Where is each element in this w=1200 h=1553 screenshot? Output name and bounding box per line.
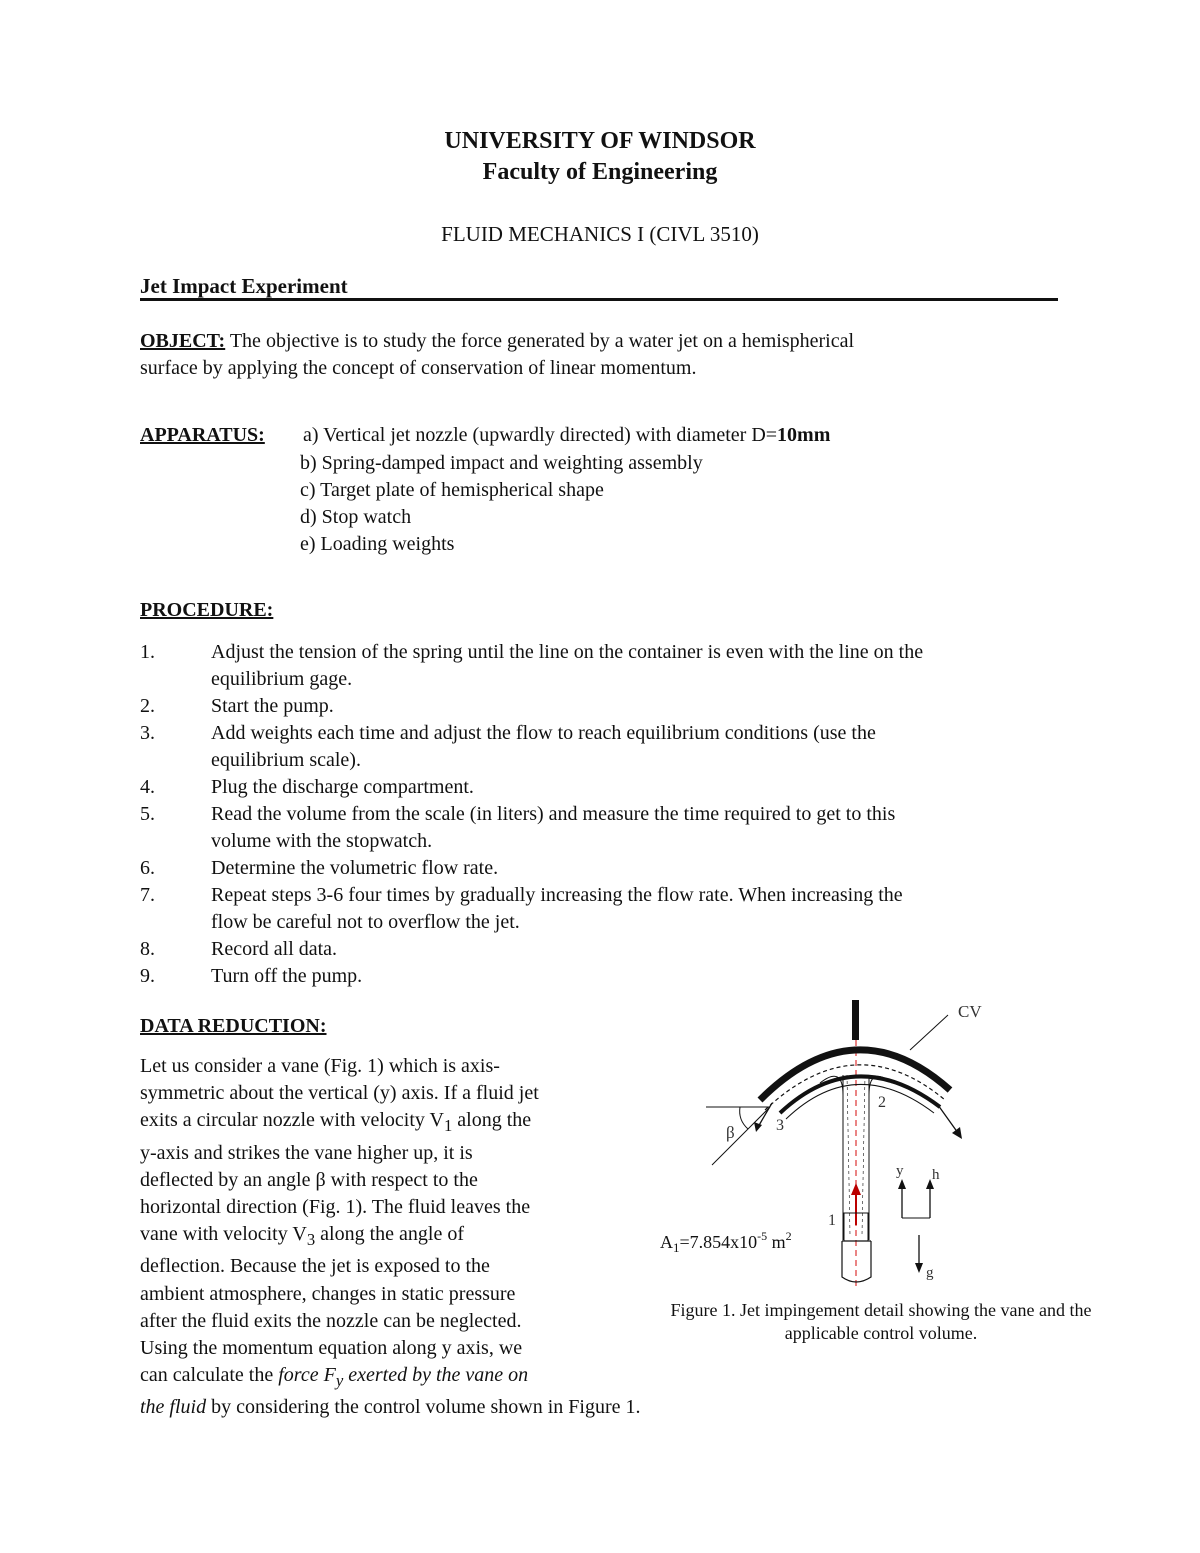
step-text	[211, 639, 1061, 693]
paragraph-line	[140, 1394, 641, 1421]
vane-surface	[780, 1076, 940, 1113]
area-subscript: 1	[673, 1240, 680, 1255]
y-axis-label: y	[896, 1163, 904, 1179]
apparatus-label	[140, 422, 265, 449]
course-title: FLUID MECHANICS I (CIVL 3510)	[441, 222, 759, 246]
object-text-1: The objective is to study the force generated by a water jet on a hemispherical	[229, 330, 855, 352]
beta-label: β	[726, 1123, 735, 1142]
area-unit: m	[767, 1232, 786, 1252]
data-reduction-label: DATA REDUCTION:	[140, 1015, 327, 1037]
subscript: 1	[443, 1116, 453, 1136]
step-line: Repeat steps 3-6 four times by gradually increasing the flow rate. When increasing the	[211, 884, 903, 906]
step-text	[211, 720, 1061, 774]
step-number: 9.	[140, 965, 155, 987]
cv-label: CV	[958, 1002, 982, 1021]
paragraph-line: after the fluid exits the nozzle can be neglected.	[140, 1309, 522, 1332]
nozzle-diameter-value: 10mm	[777, 424, 831, 446]
text-run: exits a circular nozzle with velocity V	[140, 1109, 444, 1132]
y-axis-arrowhead	[898, 1179, 906, 1189]
area-symbol: A	[660, 1232, 673, 1252]
step-line: Turn off the pump.	[211, 965, 363, 987]
apparatus-item-a-text: a) Vertical jet nozzle (upwardly directed) with diameter D=	[303, 424, 778, 446]
paragraph-line	[140, 1362, 641, 1394]
exit-arrow-right	[938, 1105, 958, 1133]
step-number: 8.	[140, 938, 155, 960]
subscript: y	[335, 1371, 344, 1391]
step-line: Read the volume from the scale (in liters) and measure the time required to get to this	[211, 803, 896, 825]
section-1-label: 1	[828, 1212, 836, 1229]
data-reduction-paragraph	[140, 1053, 641, 1422]
object-text-2: surface by applying the concept of conservation of linear momentum.	[140, 357, 697, 379]
italic-run: force F	[278, 1364, 336, 1387]
italic-run: the fluid	[140, 1396, 207, 1419]
figure-caption	[640, 1299, 1122, 1345]
step-line: equilibrium gage.	[211, 668, 353, 690]
object-line-1	[140, 328, 854, 355]
object-label: OBJECT:	[140, 330, 226, 352]
text-run: along the	[452, 1109, 532, 1132]
gravity-arrowhead	[915, 1263, 923, 1273]
paragraph-line: deflected by an angle β with respect to the	[140, 1168, 478, 1191]
paragraph-line: horizontal direction (Fig. 1). The fluid leaves the	[140, 1196, 531, 1219]
jet-inner-left	[847, 1075, 850, 1235]
step-number: 3.	[140, 722, 155, 744]
exit-arrowhead-left	[754, 1122, 762, 1132]
italic-run: exerted by the vane on	[343, 1364, 529, 1387]
step-line: Record all data.	[211, 938, 338, 960]
step-text	[211, 774, 1061, 801]
paragraph-line	[140, 1107, 641, 1139]
step-line: equilibrium scale).	[211, 749, 361, 771]
area-value: =7.854x10	[679, 1232, 758, 1252]
beta-arc	[740, 1107, 748, 1129]
experiment-title: Jet Impact Experiment	[140, 274, 348, 298]
step-number: 7.	[140, 884, 155, 906]
step-line: Add weights each time and adjust the flow to reach equilibrium conditions (use the	[211, 722, 876, 744]
step-line: Determine the volumetric flow rate.	[211, 857, 499, 879]
step-line: volume with the stopwatch.	[211, 830, 433, 852]
text-run: can calculate the	[140, 1364, 279, 1387]
section-3-label: 3	[776, 1117, 784, 1134]
apparatus-item-e: e) Loading weights	[300, 533, 455, 555]
step-line: Adjust the tension of the spring until the line on the container is even with the line on the	[211, 641, 924, 663]
jet-impingement-figure	[640, 995, 1060, 1295]
caption-line: Figure 1. Jet impingement detail showing the vane and the	[670, 1300, 1092, 1320]
step-number: 6.	[140, 857, 155, 879]
section-2-label: 2	[878, 1094, 886, 1111]
apparatus-item-b: b) Spring-damped impact and weighting assembly	[300, 452, 703, 474]
step-number: 4.	[140, 776, 155, 798]
step-text	[211, 963, 1061, 990]
paragraph-line: deflection. Because the jet is exposed to the	[140, 1255, 490, 1278]
step-text	[211, 936, 1061, 963]
jet-velocity-arrowhead	[851, 1183, 861, 1195]
step-number: 2.	[140, 695, 155, 717]
faculty-title: Faculty of Engineering	[482, 159, 718, 185]
caption-line: applicable control volume.	[784, 1323, 978, 1343]
step-number: 1.	[140, 641, 155, 663]
text-run: by considering the control volume shown in Figure 1.	[206, 1396, 641, 1419]
step-text	[211, 882, 1061, 936]
mounting-stem	[852, 1000, 859, 1040]
apparatus-label-text: APPARATUS:	[140, 424, 265, 446]
step-text	[211, 855, 1061, 882]
paragraph-line: Using the momentum equation along y axis, we	[140, 1337, 523, 1360]
apparatus-item-c: c) Target plate of hemispherical shape	[300, 479, 604, 501]
jet-inner-right	[862, 1075, 865, 1235]
paragraph-line: ambient atmosphere, changes in static pressure	[140, 1282, 516, 1305]
step-line: flow be careful not to overflow the jet.	[211, 911, 520, 933]
step-line: Start the pump.	[211, 695, 334, 717]
step-text	[211, 693, 1061, 720]
paragraph-line: y-axis and strikes the vane higher up, it is	[140, 1141, 473, 1164]
cv-leader-line	[910, 1015, 948, 1050]
apparatus-item-a	[303, 422, 830, 449]
subscript: 3	[306, 1230, 316, 1250]
header-rule	[140, 298, 1058, 301]
paragraph-line: symmetric about the vertical (y) axis. If a fluid jet	[140, 1082, 539, 1105]
exit-arrowhead-right	[952, 1127, 962, 1139]
step-text	[211, 801, 1061, 855]
h-axis-label: h	[932, 1167, 940, 1183]
procedure-label: PROCEDURE:	[140, 599, 274, 621]
apparatus-item-d: d) Stop watch	[300, 506, 412, 528]
gravity-label: g	[926, 1265, 934, 1281]
text-run: vane with velocity V	[140, 1223, 307, 1246]
university-title: UNIVERSITY OF WINDSOR	[444, 128, 756, 154]
area-annotation	[660, 1229, 792, 1255]
paragraph-line	[140, 1221, 641, 1253]
paragraph-line: Let us consider a vane (Fig. 1) which is axis-	[140, 1055, 500, 1077]
step-line: Plug the discharge compartment.	[211, 776, 474, 798]
area-unit-exponent: 2	[785, 1229, 792, 1243]
step-number: 5.	[140, 803, 155, 825]
area-exponent: -5	[757, 1229, 768, 1243]
text-run: along the angle of	[315, 1223, 464, 1246]
deflection-line	[712, 1107, 770, 1165]
